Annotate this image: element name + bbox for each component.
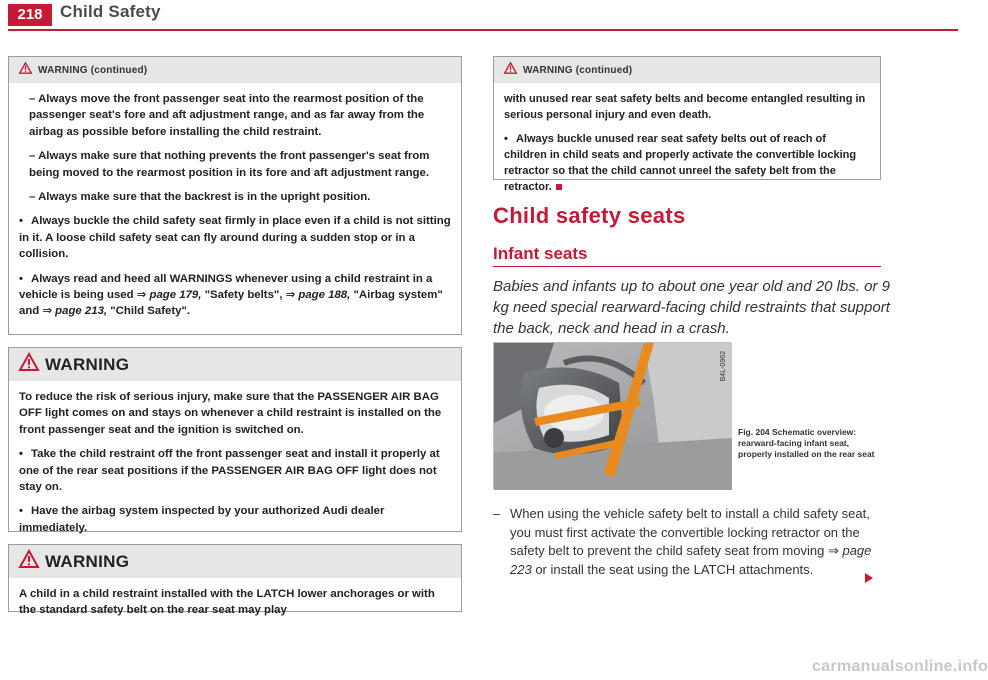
list-item: • Take the child restraint off the front passenger seat and install it properly at one of the rear seat positions if the PASSENGER AIR BAG OFF light does not stay on. [19,448,440,494]
warning-triangle-icon [19,550,39,573]
warning-title: WARNING (continued) [38,64,148,76]
list-item: – Always make sure that nothing prevents the front passenger's seat from being moved to the rearmost position in its fore and aft adjustment range. [29,150,430,179]
list-item: • Always buckle the child safety seat firmly in place even if a child is not sitting in it. A loose child safety seat can fly around during a sudden stop or in a collision. [19,215,451,261]
heading-infant-seats: Infant seats [493,244,588,263]
continue-arrow-icon [863,571,875,589]
warning-body [9,83,461,332]
warning-passenger-airbag [8,347,462,532]
warning-triangle-icon [19,353,39,376]
page-reference-link[interactable]: ⇒ page 188, [285,289,351,302]
warning-title: WARNING [45,551,130,571]
watermark: carmanualsonline.info [812,658,988,675]
heading-child-safety-seats: Child safety seats [493,203,686,228]
list-item: • Always read and heed all WARNINGS whenever using a child restraint in a vehicle is being used ⇒ page 179, "Safety belts", ⇒ page 188, "Airbag system" and ⇒ page 213, "Child Safety". [19,272,443,318]
warning-title: WARNING (continued) [523,64,633,76]
warning-triangle-icon [504,61,517,79]
warning-header [9,57,461,83]
header-rule [8,29,958,31]
warning-triangle-icon [19,61,32,79]
warning-continued-right [493,56,881,193]
warning-latch-play [8,544,462,617]
page-header [0,0,960,30]
heading-rule [493,266,881,267]
warning-header [9,545,461,578]
figure-code: B4L-0962 [720,351,727,382]
warning-body [494,83,880,199]
warning-body [9,381,461,548]
warning-text: A child in a child restraint installed with the LATCH lower anchorages or with the standard safety belt on the rear seat may play [19,588,435,617]
warning-header [494,57,880,83]
warning-text: with unused rear seat safety belts and become entangled resulting in serious personal injury and even death. [504,93,866,121]
intro-paragraph: Babies and infants up to about one year old and 20 lbs. or 9 kg need special rearward-facing child restraints that support the back, neck and head in a crash. [493,278,890,337]
warning-intro: To reduce the risk of serious injury, make sure that the PASSENGER AIR BAG OFF light comes on and stays on whenever a child restraint is installed on the front passenger seat and the ignition is switched on. [19,391,442,436]
warning-body [9,578,461,631]
section-title: Child Safety [60,2,161,21]
figure-infant-seat-image [493,342,731,489]
list-item: – Always move the front passenger seat into the rearmost position of the passenger seat's fore and aft adjustment range, and as far away from the airbag as possible before installing the child restraint. [29,93,425,138]
warning-header [9,348,461,381]
list-item: – Always make sure that the backrest is in the upright position. [29,191,371,204]
warning-title: WARNING [45,354,130,374]
instruction-step: – When using the vehicle safety belt to install a child safety seat, you must first activate the convertible locking retractor on the safety belt to prevent the child safety seat from moving ⇒ page 223 or install the seat using the LATCH attachments. [493,506,872,577]
page-number: 218 [8,4,52,26]
end-marker-icon [556,184,562,190]
page-reference-link[interactable]: ⇒ page 179, [136,289,202,302]
warning-continued-left [8,56,462,335]
page-reference-link[interactable]: ⇒ page 213, [42,305,108,318]
list-item: • Always buckle unused rear seat safety belts out of reach of children in child seats and properly activate the convertible locking retractor so that the child cannot unreel the safety belt from the retractor. [504,133,857,193]
step-dash: – [493,506,501,521]
figure-caption: Fig. 204 Schematic overview: rearward-facing infant seat, properly installed on the rear seat [738,427,875,459]
list-item: • Have the airbag system inspected by your authorized Audi dealer immediately. [19,505,385,534]
page-reference-link[interactable]: ⇒ page 223 [510,543,872,577]
